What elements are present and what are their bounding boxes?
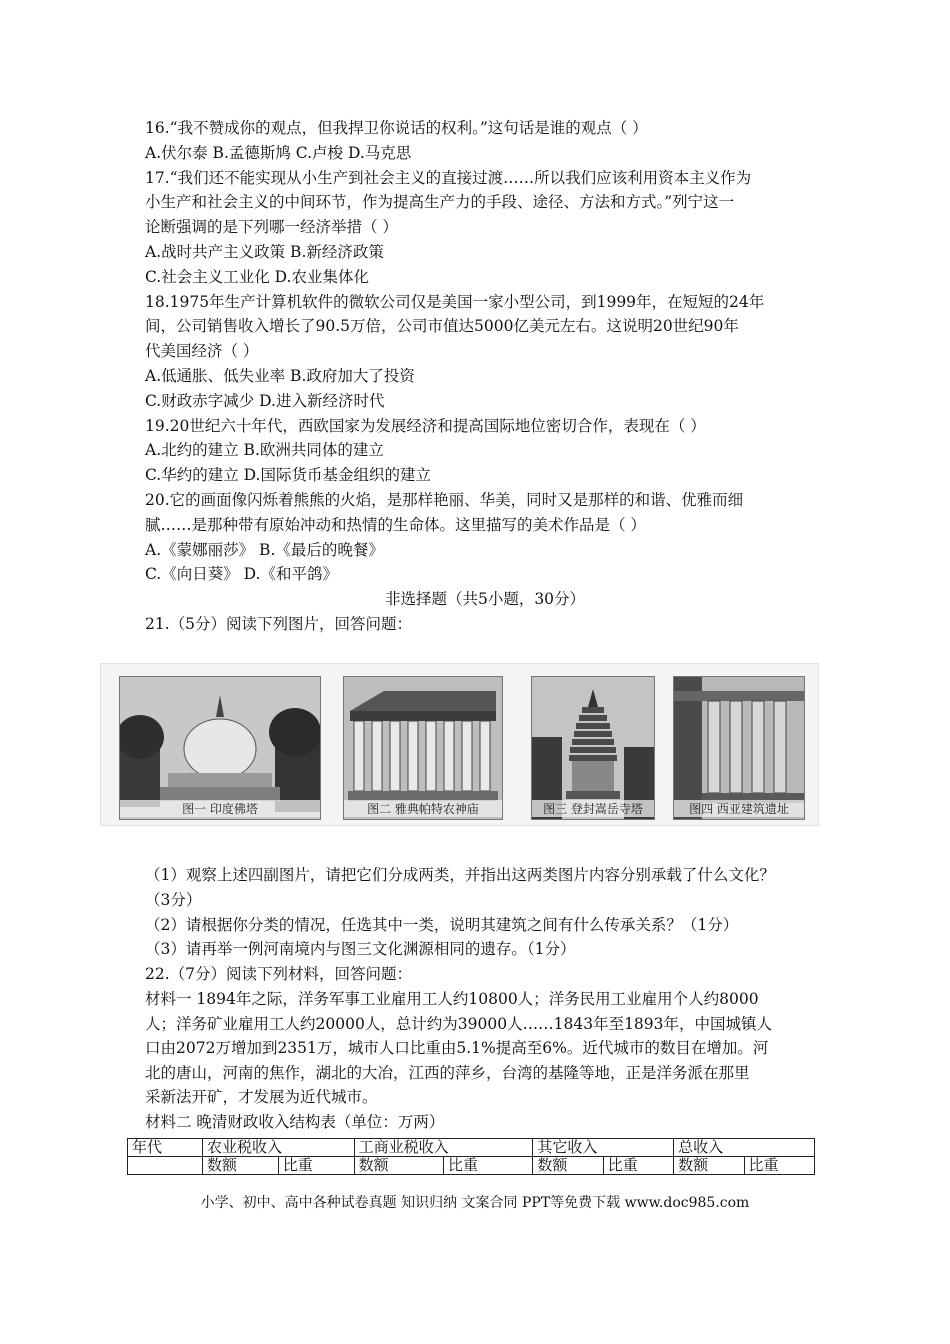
material-line: 采新法开矿，才发展为近代城市。 [145,1088,378,1107]
table-subheader-cell: 数额 [533,1157,603,1175]
stupa-photo-panel [119,676,321,820]
q17-stem-line: 小生产和社会主义的中间环节，作为提高生产力的手段、途径、方法和方式。”列宁这一 [145,193,735,212]
table-header-cell: 农业税收入 [203,1139,355,1157]
parthenon-photo-icon [344,677,502,819]
q21-stem: 21.（5分）阅读下列图片，回答问题： [145,614,413,633]
table-subheader-row [128,1157,815,1175]
table-subheader-cell: 数额 [354,1157,443,1175]
q21-subquestions [145,863,825,987]
q17-stem-line: 论断强调的是下列哪一经济举措（ ） [145,218,398,237]
multiple-choice-section [145,116,825,637]
pagoda-photo-icon [532,677,654,819]
q21-sub-line: （3）请再举一例河南境内与图三文化渊源相同的遗存。（1分） [145,940,576,959]
table-header-cell: 年代 [128,1139,203,1157]
q20-stem-line: 20.它的画面像闪烁着熊熊的火焰，是那样艳丽、华美，同时又是那样的和谐、优雅而细 [145,490,744,509]
table-subheader-cell: 比重 [603,1157,673,1175]
section-title: 非选择题（共5小题，30分） [384,590,586,609]
pagoda-photo-panel [531,676,655,820]
table-subheader-cell: 比重 [278,1157,354,1175]
material-two-title: 材料二 晚清财政收入结构表（单位：万两） [145,1112,445,1131]
q19-options: C.华约的建立 D.国际货币基金组织的建立 [145,466,431,485]
q21-sub-line: （3分） [145,890,202,909]
q17-options: C.社会主义工业化 D.农业集体化 [145,267,369,286]
table-header-row [128,1139,815,1157]
q21-sub-line: （1）观察上述四副图片，请把它们分成两类，并指出这两类图片内容分别承载了什么文化？ [145,866,775,884]
figure-caption: 图二 雅典帕特农神庙 [344,800,502,817]
q18-options: C.财政赤字减少 D.进入新经济时代 [145,391,385,410]
table-subheader-cell: 比重 [744,1157,814,1175]
figure-caption: 图一 印度佛塔 [120,800,320,817]
table-subheader-cell: 数额 [674,1157,744,1175]
table-subheader-cell: 比重 [443,1157,532,1175]
table-header-cell: 总收入 [674,1139,815,1157]
q16-options: A.伏尔泰 B.孟德斯鸠 C.卢梭 D.马克思 [145,143,412,162]
q17-stem-line: 17.“我们还不能实现从小生产到社会主义的直接过渡……所以我们应该利用资本主义作为 [145,168,752,187]
material-line: 北的唐山，河南的焦作，湖北的大冶，江西的萍乡，台湾的基隆等地，正是洋务派在那里 [145,1063,750,1082]
table-header-cell: 工商业税收入 [354,1139,533,1157]
q20-stem-line: 腻……是那种带有原始冲动和热情的生命体。这里描写的美术作品是（ ） [145,515,646,534]
table-subheader-cell: 数额 [203,1157,279,1175]
q18-stem-line: 间，公司销售收入增长了90.5万倍，公司市值达5000亿美元左右。这说明20世纪90年 [145,317,739,336]
material-line: 人；洋务矿业雇用工人约20000人，总计约为39000人……1843年至1893年，中国城镇人 [145,1014,773,1033]
material-line: 口由2072万增加到2351万，城市人口比重由5.1%提高至6%。近代城市的数目在增加。河 [145,1039,769,1058]
page-footer: 小学、初中、高中各种试卷真题 知识归纳 文案合同 PPT等免费下载 www.doc985.com [200,1195,750,1211]
stupa-photo-icon [120,677,320,819]
fiscal-revenue-table [127,1138,815,1175]
q19-options: A.北约的建立 B.欧洲共同体的建立 [145,441,384,460]
q20-options: C.《向日葵》 D.《和平鸽》 [145,565,338,584]
q18-stem-line: 代美国经济（ ） [145,342,259,361]
q18-stem-line: 18.1975年生产计算机软件的微软公司仅是美国一家小型公司，到1999年，在短短的24年 [145,292,765,311]
q21-sub-line: （2）请根据你分类的情况，任选其中一类，说明其建筑之间有什么传承关系？（1分） [145,915,739,934]
ruins-photo-icon [674,677,804,819]
q22-stem: 22.（7分）阅读下列材料，回答问题： [145,965,413,984]
q16-stem: 16.“我不赞成你的观点，但我捍卫你说话的权利。”这句话是谁的观点（ ） [145,119,648,137]
q17-options: A.战时共产主义政策 B.新经济政策 [145,242,384,261]
ruins-photo-panel [673,676,805,820]
table-header-cell: 其它收入 [533,1139,674,1157]
material-line: 材料一 1894年之际，洋务军事工业雇用工人约10800人；洋务民用工业雇用个人约8000 [145,990,759,1008]
figure-caption: 图三 登封嵩岳寺塔 [532,800,654,817]
q20-options: A.《蒙娜丽莎》 B.《最后的晚餐》 [145,540,384,559]
architecture-figure-strip [100,663,819,826]
q22-material-one [145,987,815,1135]
parthenon-photo-panel [343,676,503,820]
figure-caption: 图四 西亚建筑遗址 [674,800,804,817]
table-empty-cell [128,1157,203,1175]
q19-stem: 19.20世纪六十年代，西欧国家为发展经济和提高国际地位密切合作，表现在（ ） [145,416,706,435]
q18-options: A.低通胀、低失业率 B.政府加大了投资 [145,366,415,385]
